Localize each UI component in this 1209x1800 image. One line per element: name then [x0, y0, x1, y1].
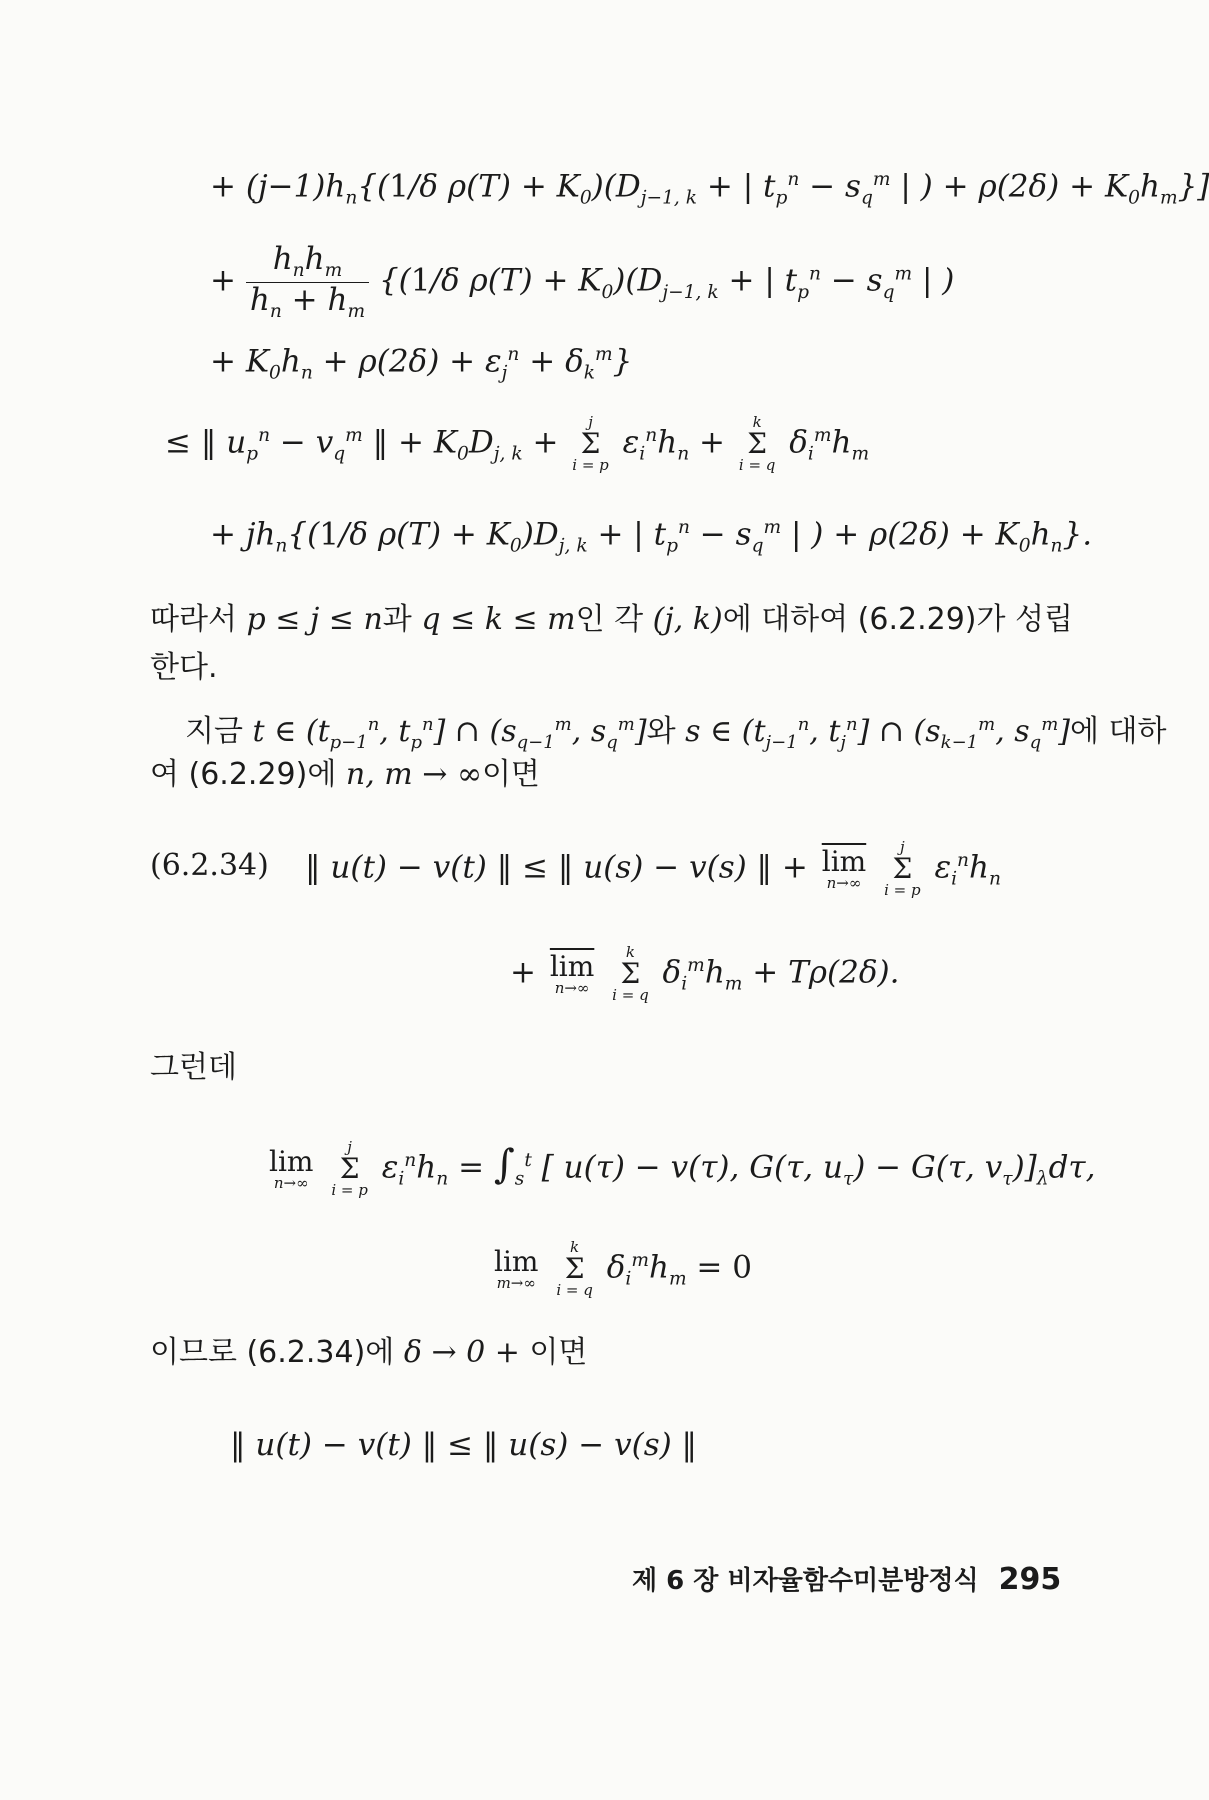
page-footer: [632, 1560, 1061, 1597]
equation-line-2: + $h_nh_m$ $h_n + h_m$ {(1/δ $\rho(T) + K_0)(D_{j-1, k}$ + | $t_p^n - s_q^m$ | ): [210, 241, 955, 322]
equation-tag: (6.2.34): [150, 848, 269, 883]
equation-limit-2: lim m→∞ k Σ i = q $\delta_i^mh_m = 0$: [494, 1238, 752, 1299]
paragraph-3: 그런데: [150, 1050, 237, 1085]
equation-line-4: ≤ ‖ $u_p^n - v_q^m$ ‖ + $K_0D_{j, k}$ + j Σ i = p $\varepsilon_i^nh_n$ + k Σ i = q $\delta_i^mh_m$: [165, 413, 870, 474]
equation-6-2-34-line-1: ‖ u(t) − v(t) ‖ ≤ ‖ u(s) − v(s) ‖ + $\overline{lim}$ n→∞ j Σ i = p $\varepsilon_i^nh_n$: [305, 838, 1001, 899]
equation-final: ‖ u(t) − v(t) ‖ ≤ ‖ u(s) − v(s) ‖: [230, 1427, 698, 1463]
paragraph-4: 이므로 (6.2.34)에 δ → 0 + 이면: [150, 1335, 588, 1370]
chapter-title: 제 6 장 비자율함수미분방정식: [632, 1566, 979, 1596]
equation-6-2-34-line-2: + $\overline{lim}$ n→∞ k Σ i = q $\delta_i^mh_m + T\rho(2\delta)$.: [510, 943, 900, 1004]
equation-limit-1: lim n→∞ j Σ i = p $\varepsilon_i^nh_n = \int_s^t$ [ u(τ) − v(τ), G(τ, $u_\tau) - G(\tau$, $v_\tau)]_\lambda d\tau$,: [269, 1138, 1096, 1199]
equation-line-1: + $(j-1)h_n\{(1/\delta$ $\rho(T) + K_0)(D_{j-1, k}$ + | $t_p^n - s_q^m$ | ) + $\rho(2\delta) + K_0h_m$}]: [210, 168, 1209, 209]
paragraph-1: 따라서 p ≤ j ≤ n과 q ≤ k ≤ m인 각 (j, k)에 대하여 (6.2.29)가 성립: [150, 602, 1073, 637]
paragraph-2: 지금 t ∈ ($t_{p-1}^n$, $t_p^n$] ∩ ($s_{q-1}^m$, $s_q^m$]와 s ∈ ($t_{j-1}^n$, $t_j^n$] ∩ ($s_{k-1}^m$, $s_q^m$]에 대하: [185, 714, 1167, 753]
page-number: 295: [998, 1562, 1062, 1597]
equation-line-5: + $jh_n\{(1/\delta$ $\rho(T) + K_0)D_{j, k}$ + | $t_p^n - s_q^m$ | ) + $\rho(2\delta) + K_0h_n$}.: [210, 516, 1093, 557]
equation-line-3: + $K_0h_n + \rho(2\delta) + \varepsilon_j^n + \delta_k^m$}: [210, 343, 633, 384]
paragraph-2-cont: 여 (6.2.29)에 n, m → ∞이면: [150, 757, 540, 792]
paragraph-1-cont: 한다.: [150, 650, 218, 685]
